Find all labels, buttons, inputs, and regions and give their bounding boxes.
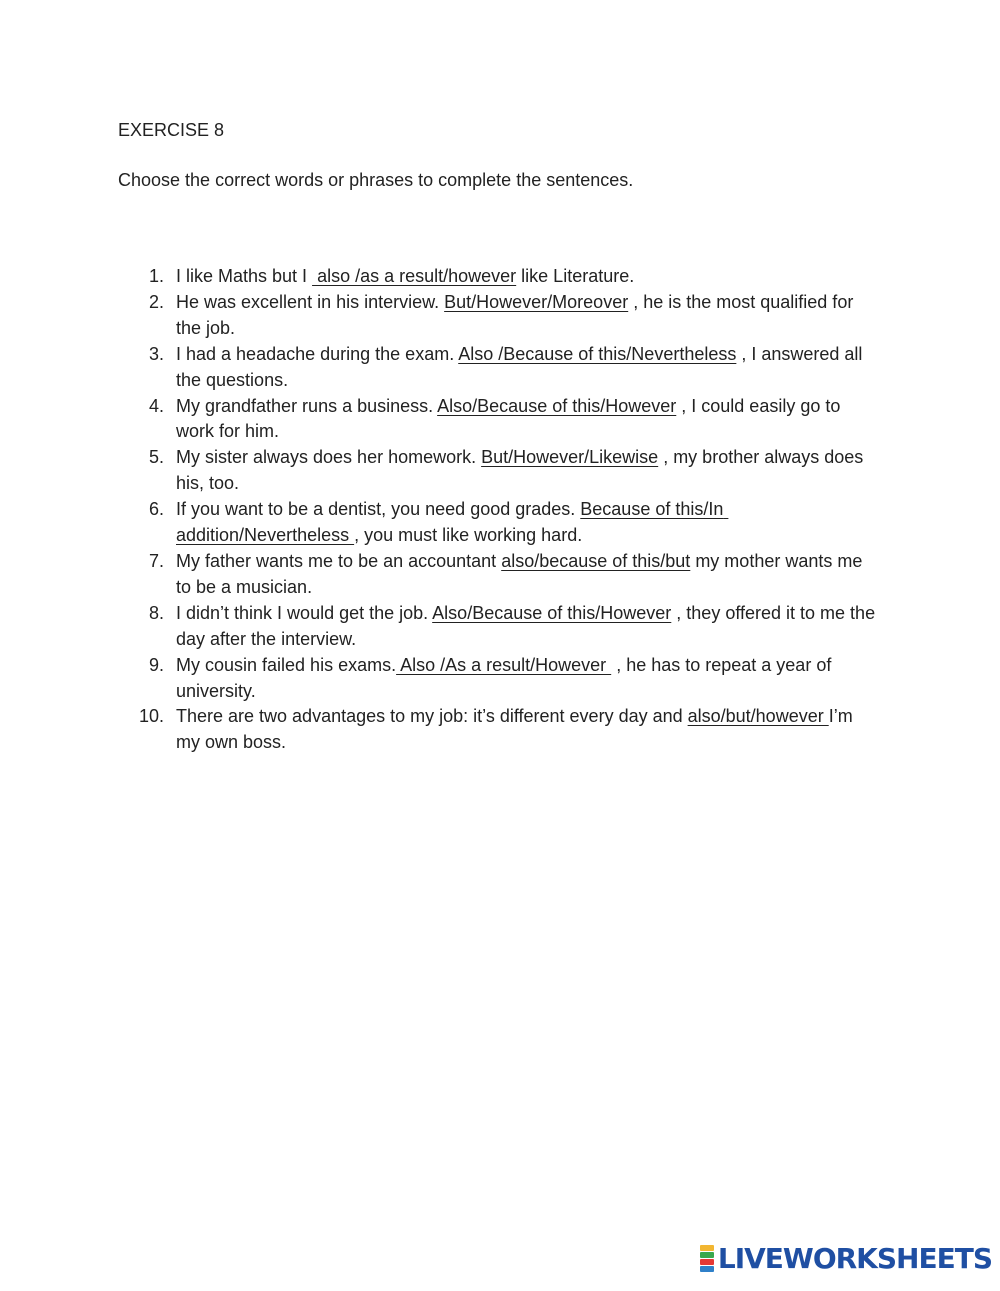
answer-blank[interactable]: also/but/however xyxy=(687,706,829,727)
sentence-end: , I answered all the questions. xyxy=(176,343,863,390)
answer-blank[interactable]: also/because of this/but xyxy=(501,550,691,571)
sentence-start: My father wants me to be an accountant xyxy=(176,550,502,571)
sentence-end: my mother wants me to be a musician. xyxy=(176,550,863,597)
item-number: 1. xyxy=(148,266,164,286)
liveworksheets-logo xyxy=(700,1242,992,1275)
item-number: 9. xyxy=(148,654,164,675)
exercise-list xyxy=(0,264,1000,756)
list-item xyxy=(0,394,876,446)
item-number: 8. xyxy=(148,602,164,623)
sentence-start: I had a headache during the exam. xyxy=(176,343,459,364)
sentence-start: There are two advantages to my job: it’s different every day and xyxy=(176,706,688,727)
sentence-end: , you must like working hard. xyxy=(354,525,583,546)
sentence-start: He was excellent in his interview. xyxy=(176,291,445,312)
list-item xyxy=(0,445,876,497)
logo-mark-icon xyxy=(700,1245,714,1272)
item-number: 4. xyxy=(148,395,164,416)
list-item xyxy=(0,290,876,342)
sentence-end: like Literature. xyxy=(516,266,635,286)
item-number: 6. xyxy=(148,499,164,520)
sentence-start: My grandfather runs a business. xyxy=(176,395,438,416)
list-item xyxy=(0,264,876,290)
answer-blank[interactable]: Also/Because of this/However xyxy=(432,602,672,623)
item-number: 10. xyxy=(138,706,164,727)
list-item xyxy=(0,704,876,756)
list-item xyxy=(0,497,876,549)
sentence-start: My sister always does her homework. xyxy=(176,447,482,468)
list-item xyxy=(0,549,876,601)
sentence-start: I didn’t think I would get the job. xyxy=(176,602,433,623)
sentence-end: , I could easily go to work for him. xyxy=(176,395,841,442)
list-item xyxy=(0,653,876,705)
item-number: 2. xyxy=(148,291,164,312)
sentence-end: , he is the most qualified for the job. xyxy=(176,291,854,338)
answer-blank[interactable]: But/However/Moreover xyxy=(444,291,629,312)
sentence-start: My cousin failed his exams. xyxy=(176,654,397,675)
answer-blank[interactable]: also /as a result/however xyxy=(312,266,517,286)
item-number: 3. xyxy=(148,343,164,364)
sentence-end: , he has to repeat a year of university. xyxy=(176,654,832,701)
sentence-start: I like Maths but I xyxy=(176,266,313,286)
sentence-end: I’m my own boss. xyxy=(176,706,853,753)
exercise-title: EXERCISE 8 xyxy=(118,120,225,140)
answer-blank[interactable]: Also/Because of this/However xyxy=(437,395,677,416)
item-number: 5. xyxy=(148,447,164,468)
item-number: 7. xyxy=(148,550,164,571)
logo-text: LIVEWORKSHEETS xyxy=(717,1242,992,1275)
sentence-end: , they offered it to me the day after the interview. xyxy=(176,602,876,649)
list-item xyxy=(0,601,876,653)
answer-blank[interactable]: But/However/Likewise xyxy=(481,447,659,468)
answer-blank[interactable]: Also /As a result/However xyxy=(396,654,612,675)
answer-blank[interactable]: Also /Because of this/Nevertheless xyxy=(458,343,737,364)
instruction-text: Choose the correct words or phrases to complete the sentences. xyxy=(118,170,634,190)
sentence-start: If you want to be a dentist, you need good grades. xyxy=(176,499,581,520)
sentence-end: , my brother always does his, too. xyxy=(176,447,864,494)
answer-blank[interactable]: Because of this/In addition/Nevertheless xyxy=(176,499,729,546)
list-item xyxy=(0,342,876,394)
